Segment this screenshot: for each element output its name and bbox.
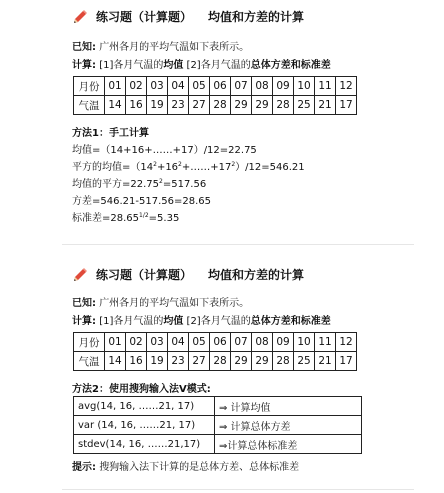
tip-line: 提示: 搜狗输入法下计算的是总体方差、总体标准差 bbox=[72, 462, 300, 473]
title-part-b: 均值和方差的计算 bbox=[208, 268, 305, 282]
month-cell: 12 bbox=[336, 77, 357, 96]
known-line: 已知: 广州各月的平均气温如下表所示。 bbox=[72, 42, 250, 53]
month-row bbox=[74, 333, 357, 352]
temperature-cell: 27 bbox=[189, 352, 210, 371]
command-result: ⇒ 计算总体方差 bbox=[215, 416, 362, 435]
month-cell: 03 bbox=[147, 77, 168, 96]
month-cell: 11 bbox=[315, 77, 336, 96]
month-cell: 02 bbox=[126, 333, 147, 352]
task-line: 计算: [1]各月气温的均值 [2]各月气温的总体方差和标准差 bbox=[72, 316, 331, 327]
mean-square-formula: 均值的平方$=22.75^2=517.56$ bbox=[72, 178, 207, 190]
temperature-cell: 21 bbox=[315, 96, 336, 115]
section-divider bbox=[62, 244, 414, 245]
temperature-cell: 25 bbox=[294, 96, 315, 115]
temperature-cell: 23 bbox=[168, 352, 189, 371]
temperature-header: 气温 bbox=[74, 352, 105, 371]
temperature-cell: 29 bbox=[231, 96, 252, 115]
month-cell: 06 bbox=[210, 77, 231, 96]
known-line: 已知: 广州各月的平均气温如下表所示。 bbox=[72, 298, 250, 309]
temperature-cell: 17 bbox=[336, 96, 357, 115]
temperature-row bbox=[74, 96, 357, 115]
temperature-cell: 16 bbox=[126, 96, 147, 115]
temperature-cell: 14 bbox=[105, 352, 126, 371]
exercise-title-2 bbox=[72, 266, 304, 283]
month-cell: 10 bbox=[294, 77, 315, 96]
month-cell: 05 bbox=[189, 77, 210, 96]
title-part-a: 练习题（计算题） bbox=[96, 10, 193, 24]
temperature-cell: 21 bbox=[315, 352, 336, 371]
month-cell: 02 bbox=[126, 77, 147, 96]
task-line: 计算: [1]各月气温的均值 [2]各月气温的总体方差和标准差 bbox=[72, 60, 331, 71]
command-expression: var (14, 16, ……21, 17) bbox=[74, 416, 215, 435]
temperature-cell: 17 bbox=[336, 352, 357, 371]
month-header: 月份 bbox=[74, 333, 105, 352]
method1-heading: 方法1：手工计算 bbox=[72, 128, 149, 139]
command-row bbox=[74, 397, 362, 416]
temperature-table bbox=[73, 332, 357, 371]
month-cell: 03 bbox=[147, 333, 168, 352]
month-cell: 07 bbox=[231, 333, 252, 352]
section-divider bbox=[62, 489, 414, 490]
month-cell: 04 bbox=[168, 333, 189, 352]
month-cell: 08 bbox=[252, 77, 273, 96]
month-cell: 01 bbox=[105, 333, 126, 352]
exercise-section-2 bbox=[0, 248, 444, 493]
command-row bbox=[74, 416, 362, 435]
pencil-icon bbox=[72, 9, 88, 25]
method2-heading: 方法2：使用搜狗输入法V模式: bbox=[72, 384, 211, 395]
command-result: ⇒ 计算均值 bbox=[215, 397, 362, 416]
temperature-cell: 28 bbox=[210, 352, 231, 371]
temperature-header: 气温 bbox=[74, 96, 105, 115]
temperature-cell: 14 bbox=[105, 96, 126, 115]
pencil-icon bbox=[72, 267, 88, 283]
square-mean-formula: 平方的均值$=(14^2+16^2+\dots\dots+17^2)/12=546.21$ bbox=[72, 161, 305, 173]
month-cell: 09 bbox=[273, 333, 294, 352]
sogou-command-table bbox=[73, 396, 362, 454]
month-row bbox=[74, 77, 357, 96]
temperature-cell: 28 bbox=[210, 96, 231, 115]
std-formula: 标准差$=28.65^{1/2}=5.35$ bbox=[72, 212, 180, 224]
temperature-cell: 23 bbox=[168, 96, 189, 115]
temperature-cell: 28 bbox=[273, 352, 294, 371]
command-expression: avg(14, 16, ……21, 17) bbox=[74, 397, 215, 416]
temperature-cell: 29 bbox=[252, 96, 273, 115]
month-cell: 06 bbox=[210, 333, 231, 352]
temperature-row bbox=[74, 352, 357, 371]
month-cell: 07 bbox=[231, 77, 252, 96]
temperature-cell: 19 bbox=[147, 96, 168, 115]
temperature-cell: 28 bbox=[273, 96, 294, 115]
temperature-cell: 16 bbox=[126, 352, 147, 371]
month-header: 月份 bbox=[74, 77, 105, 96]
month-cell: 11 bbox=[315, 333, 336, 352]
temperature-cell: 19 bbox=[147, 352, 168, 371]
month-cell: 05 bbox=[189, 333, 210, 352]
variance-formula: 方差=546.21-517.56=28.65 bbox=[72, 196, 211, 207]
month-cell: 04 bbox=[168, 77, 189, 96]
month-cell: 12 bbox=[336, 333, 357, 352]
month-cell: 08 bbox=[252, 333, 273, 352]
temperature-table bbox=[73, 76, 357, 115]
command-row bbox=[74, 435, 362, 454]
title-part-b: 均值和方差的计算 bbox=[208, 10, 305, 24]
temperature-cell: 29 bbox=[252, 352, 273, 371]
month-cell: 10 bbox=[294, 333, 315, 352]
temperature-cell: 25 bbox=[294, 352, 315, 371]
exercise-section-1 bbox=[0, 0, 444, 240]
month-cell: 09 bbox=[273, 77, 294, 96]
exercise-title-1 bbox=[72, 8, 304, 25]
command-result: ⇒计算总体标准差 bbox=[215, 435, 362, 454]
temperature-cell: 29 bbox=[231, 352, 252, 371]
temperature-cell: 27 bbox=[189, 96, 210, 115]
mean-formula: 均值=（14+16+……+17）/12=22.75 bbox=[72, 145, 257, 156]
month-cell: 01 bbox=[105, 77, 126, 96]
command-expression: stdev(14, 16, ……21,17) bbox=[74, 435, 215, 454]
title-part-a: 练习题（计算题） bbox=[96, 268, 193, 282]
